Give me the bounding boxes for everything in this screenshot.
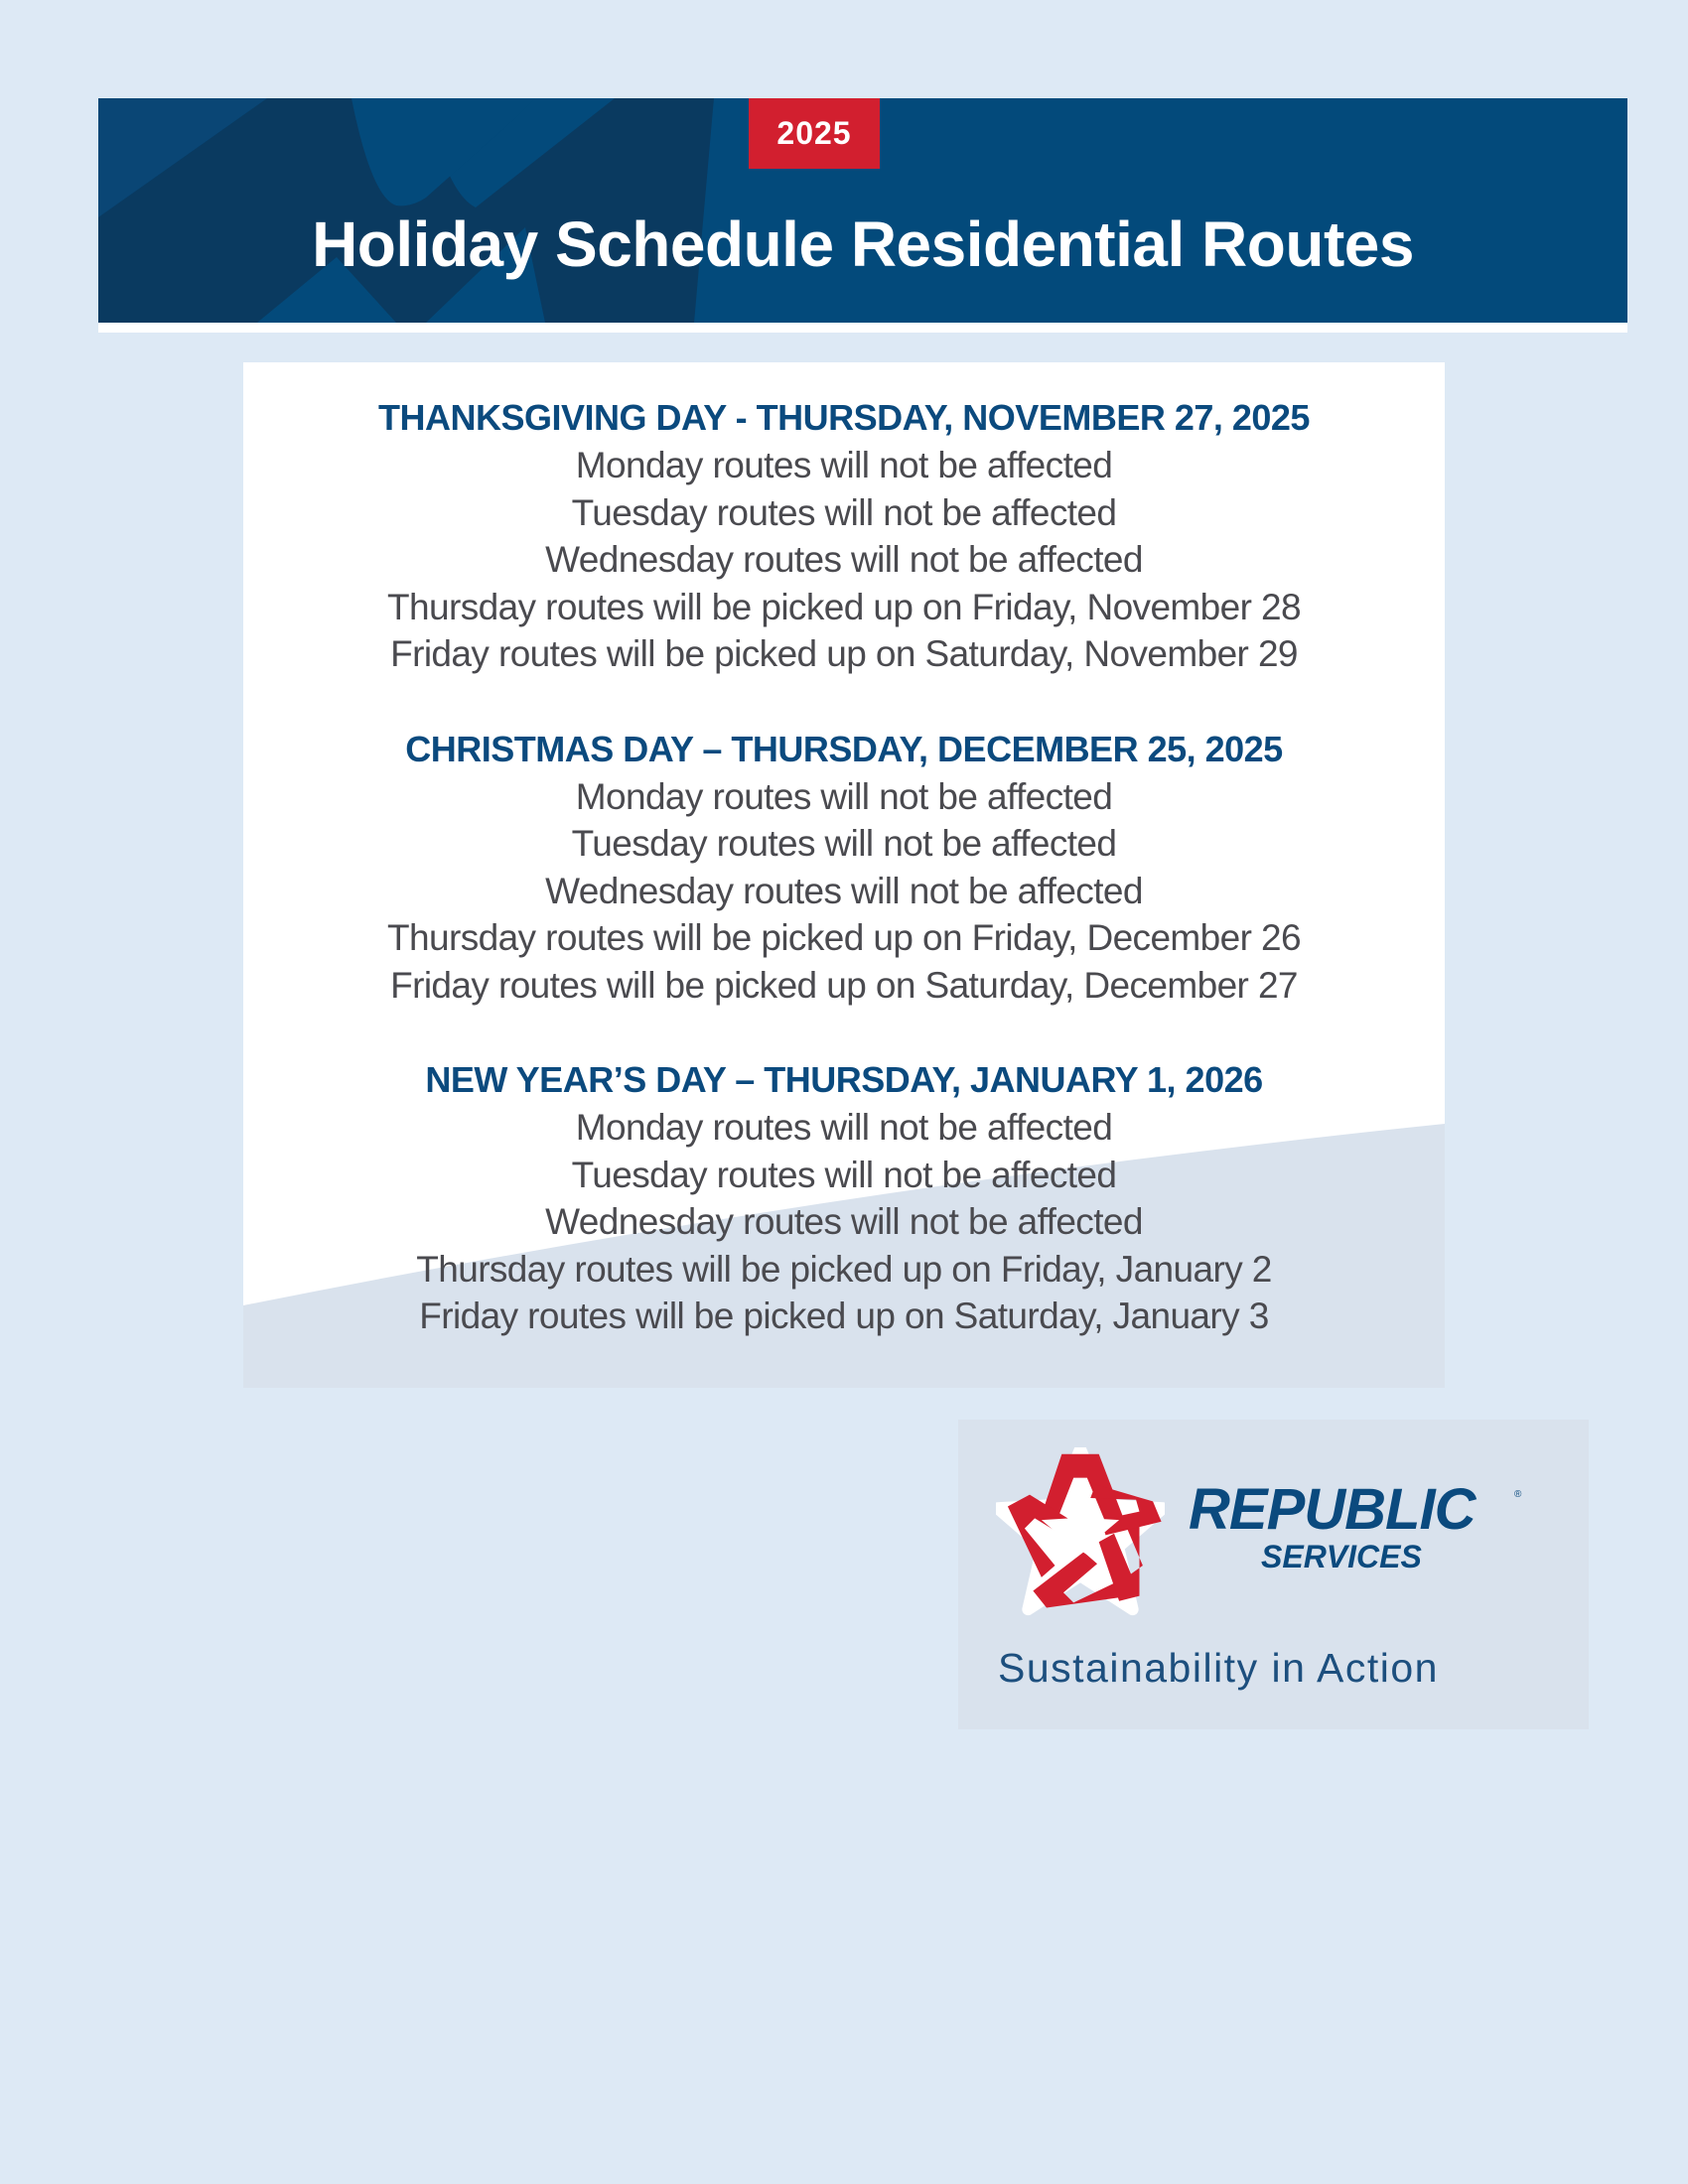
- route-line: Wednesday routes will not be affected: [545, 1201, 1143, 1242]
- header-banner: [98, 98, 1627, 323]
- route-line: Thursday routes will be picked up on Friday, January 2: [416, 1248, 1272, 1290]
- logo-subtitle: SERVICES: [1261, 1539, 1422, 1574]
- republic-star-icon: [996, 1447, 1165, 1616]
- route-line: Friday routes will be picked up on Saturday, November 29: [390, 633, 1298, 674]
- year-badge: 2025: [749, 98, 880, 169]
- route-line: Tuesday routes will not be affected: [571, 823, 1117, 864]
- route-line: Monday routes will not be affected: [575, 445, 1113, 485]
- holiday-section-christmas: [243, 726, 1445, 1010]
- route-line: Monday routes will not be affected: [575, 1107, 1113, 1148]
- route-line: Thursday routes will be picked up on Friday, November 28: [387, 586, 1301, 627]
- route-line: Tuesday routes will not be affected: [571, 491, 1117, 533]
- route-line: Thursday routes will be picked up on Friday, December 26: [387, 917, 1301, 958]
- holiday-section-thanksgiving: [243, 394, 1445, 678]
- company-logo: [958, 1420, 1589, 1729]
- route-line: Wednesday routes will not be affected: [545, 539, 1143, 580]
- registered-mark: ®: [1514, 1489, 1522, 1500]
- holiday-heading: CHRISTMAS DAY – THURSDAY, DECEMBER 25, 2025: [405, 728, 1283, 769]
- holiday-heading: THANKSGIVING DAY - THURSDAY, NOVEMBER 27, 2025: [378, 397, 1310, 438]
- route-line: Friday routes will be picked up on Saturday, January 3: [419, 1296, 1269, 1336]
- holiday-section-new-years: [243, 1056, 1445, 1340]
- schedule-card: [243, 362, 1445, 1388]
- page-title: Holiday Schedule Residential Routes: [312, 208, 1414, 280]
- route-line: Monday routes will not be affected: [575, 775, 1113, 817]
- route-line: Friday routes will be picked up on Saturday, December 27: [390, 964, 1298, 1006]
- logo-wordmark: REPUBLIC: [1189, 1477, 1476, 1542]
- holiday-heading: NEW YEAR’S DAY – THURSDAY, JANUARY 1, 2026: [425, 1059, 1263, 1100]
- route-line: Wednesday routes will not be affected: [545, 870, 1143, 911]
- route-line: Tuesday routes will not be affected: [571, 1154, 1117, 1195]
- logo-tagline: Sustainability in Action: [998, 1645, 1439, 1691]
- banner-divider: [98, 323, 1627, 333]
